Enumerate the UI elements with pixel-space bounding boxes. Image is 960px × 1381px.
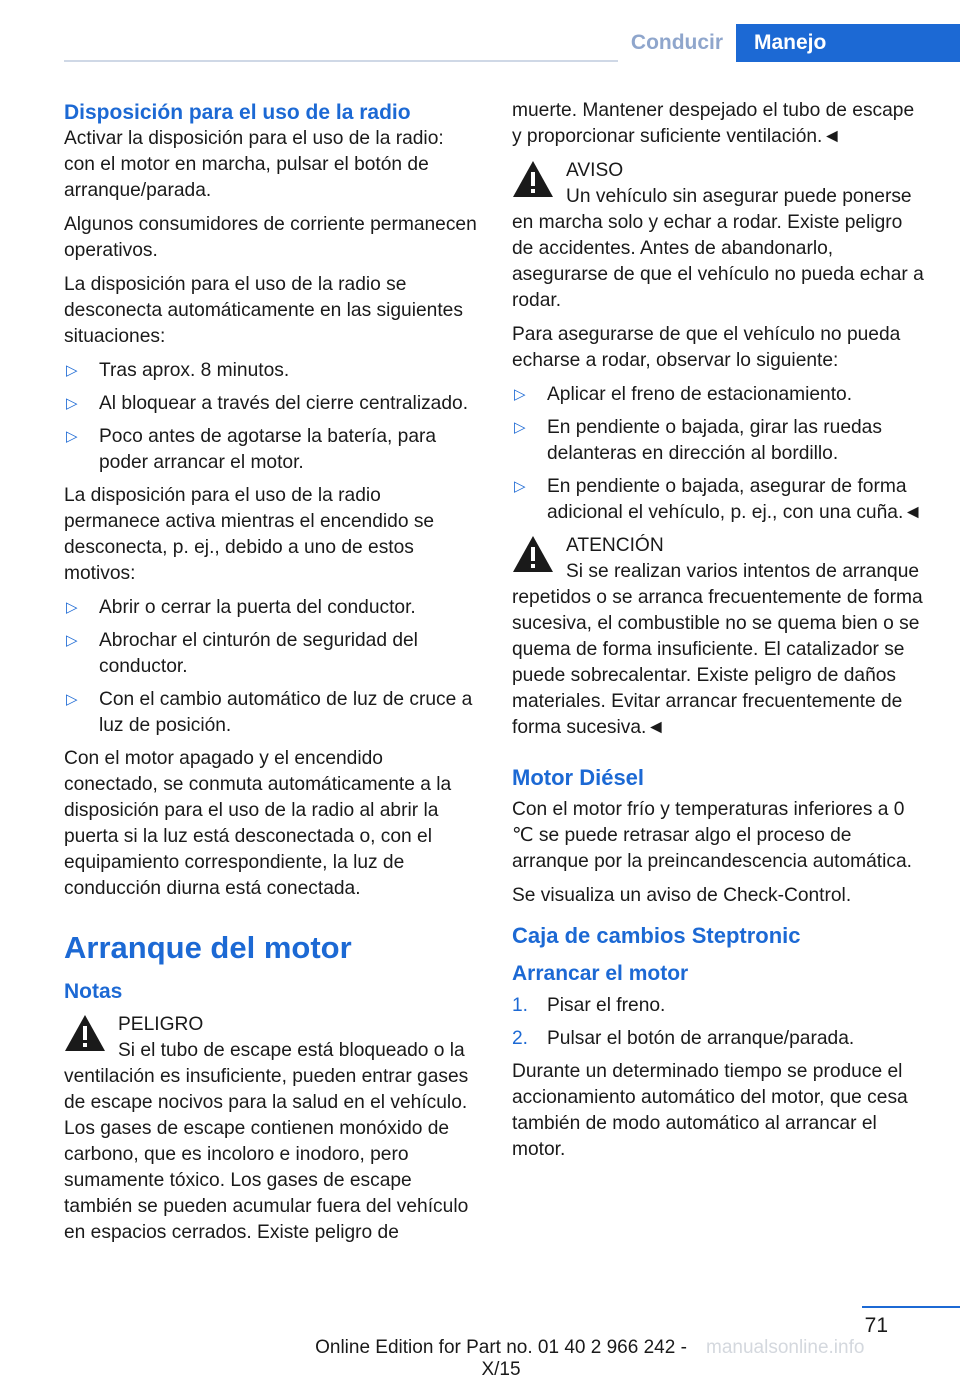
steptronic-title: Caja de cambios Steptronic xyxy=(512,923,801,948)
list-item xyxy=(64,628,478,680)
warning-triangle-icon xyxy=(64,1014,106,1052)
watermark: manualsonline.info xyxy=(706,1337,865,1358)
list-item-text: Abrochar el cinturón de seguridad del conductor. xyxy=(99,630,418,677)
list-item xyxy=(64,595,478,621)
paragraph: La disposición para el uso de la radio permanece activa mientras el encendido se desconecta, p. ej., debido a uno de estos motivos: xyxy=(64,485,435,584)
warning-atencion xyxy=(512,533,926,741)
list-item-text: Con el cambio automático de luz de cruce a luz de posición. xyxy=(99,689,473,736)
footer-rule xyxy=(862,1306,960,1308)
list-item xyxy=(64,424,478,476)
page-number: 71 xyxy=(864,1314,888,1337)
triangle-bullet-icon: ▷ xyxy=(514,386,526,403)
arrancar-title: Arrancar el motor xyxy=(512,962,689,985)
list-item-text: Pulsar el botón de arranque/parada. xyxy=(547,1028,855,1049)
list-item xyxy=(64,358,478,384)
warning-keyword: AVISO xyxy=(566,160,624,181)
triangle-bullet-icon: ▷ xyxy=(66,395,78,412)
paragraph: Con el motor apagado y el encendido conectado, se conmuta automáticamente a la disposición para el uso de la radio al abrir la puerta si la luz está desconectada o, con el equipamiento correspondiente, la luz de conducción diurna está conectada. xyxy=(64,748,452,899)
list-item xyxy=(512,993,926,1019)
left-column xyxy=(64,98,478,1254)
tab-manejo[interactable]: Manejo xyxy=(736,24,960,62)
triangle-bullet-icon: ▷ xyxy=(514,419,526,436)
notas-title: Notas xyxy=(64,980,123,1003)
paragraph: Para asegurarse de que el vehículo no pueda echarse a rodar, observar lo siguiente: xyxy=(512,324,901,371)
list-item xyxy=(64,687,478,739)
list-item xyxy=(512,382,926,408)
tab-conducir[interactable]: Conducir xyxy=(618,24,736,62)
list-item-text: Tras aprox. 8 minutos. xyxy=(99,360,290,381)
step-number: 1. xyxy=(512,995,529,1016)
list-item xyxy=(512,1026,926,1052)
triangle-bullet-icon: ▷ xyxy=(66,632,78,649)
bullet-list xyxy=(64,358,478,476)
triangle-bullet-icon: ▷ xyxy=(66,428,78,445)
warning-triangle-icon xyxy=(512,160,554,198)
warning-keyword: PELIGRO xyxy=(118,1014,204,1035)
list-item-text: Aplicar el freno de estacionamiento. xyxy=(547,384,853,405)
list-item xyxy=(512,415,926,467)
warning-text: Si el tubo de escape está bloqueado o la ventilación es insuficiente, pueden entrar gases de escape nocivos para la salud en el vehículo. Los gases de escape contienen monóxido de carbono, que es incoloro e inodoro, pero sumamente tóxico. Los gases de escape también se pueden acumular fuera del vehículo en espacios cerrados. Existe peligro de xyxy=(64,1040,469,1243)
numbered-list xyxy=(512,993,926,1052)
warning-text: Si se realizan varios intentos de arranque repetidos o se arranca frecuentemente de forma sucesiva, el combustible no se quema bien o se quema de forma insuficiente. El catalizador se puede sobrecalentar. Existe peligro de daños materiales. Evitar arrancar frecuentemente de forma sucesiva.◄ xyxy=(512,561,923,738)
list-item xyxy=(512,474,926,526)
paragraph: Durante un determinado tiempo se produce el accionamiento automático del motor, que cesa también de modo automático al arrancar el motor. xyxy=(512,1061,908,1160)
paragraph: muerte. Mantener despejado el tubo de escape y proporcionar suficiente ventilación.◄ xyxy=(512,100,915,147)
bullet-list xyxy=(64,595,478,739)
warning-aviso xyxy=(512,158,926,314)
list-item-text: Poco antes de agotarse la batería, para poder arrancar el motor. xyxy=(99,426,437,473)
list-item xyxy=(64,391,478,417)
diesel-title: Motor Diésel xyxy=(512,765,645,790)
paragraph: Activar la disposición para el uso de la radio: con el motor en marcha, pulsar el botón de arranque/parada. xyxy=(64,128,444,201)
paragraph: Algunos consumidores de corriente permanecen operativos. xyxy=(64,214,477,261)
triangle-bullet-icon: ▷ xyxy=(66,362,78,379)
bullet-list xyxy=(512,382,926,526)
list-item-text: En pendiente o bajada, asegurar de forma adicional el vehículo, p. ej., con una cuña.◄ xyxy=(547,476,923,523)
paragraph: La disposición para el uso de la radio se desconecta automáticamente en las siguientes situaciones: xyxy=(64,274,463,347)
list-item-text: Abrir o cerrar la puerta del conductor. xyxy=(99,597,416,618)
triangle-bullet-icon: ▷ xyxy=(514,478,526,495)
radio-section-title: Disposición para el uso de la radio xyxy=(64,101,411,124)
warning-text: Un vehículo sin asegurar puede ponerse en marcha solo y echar a rodar. Existe peligro de accidentes. Antes de abandonarlo, asegurarse de que el vehículo no pueda echar a rodar. xyxy=(512,186,924,311)
list-item-text: En pendiente o bajada, girar las ruedas delanteras en dirección al bordillo. xyxy=(547,417,882,464)
triangle-bullet-icon: ▷ xyxy=(66,599,78,616)
triangle-bullet-icon: ▷ xyxy=(66,691,78,708)
edition-text: Online Edition for Part no. 01 40 2 966 242 - X/15 xyxy=(315,1337,687,1380)
paragraph: Se visualiza un aviso de Check-Control. xyxy=(512,885,852,906)
section-title: Arranque del motor xyxy=(64,930,352,965)
warning-keyword: ATENCIÓN xyxy=(566,535,664,556)
step-number: 2. xyxy=(512,1028,529,1049)
paragraph: Con el motor frío y temperaturas inferiores a 0 ℃ se puede retrasar algo el proceso de arranque por la preincandescencia automática. xyxy=(512,799,912,872)
warning-peligro xyxy=(64,1012,478,1246)
list-item-text: Pisar el freno. xyxy=(547,995,666,1016)
warning-triangle-icon xyxy=(512,535,554,573)
right-column xyxy=(512,98,926,1171)
list-item-text: Al bloquear a través del cierre centralizado. xyxy=(99,393,469,414)
